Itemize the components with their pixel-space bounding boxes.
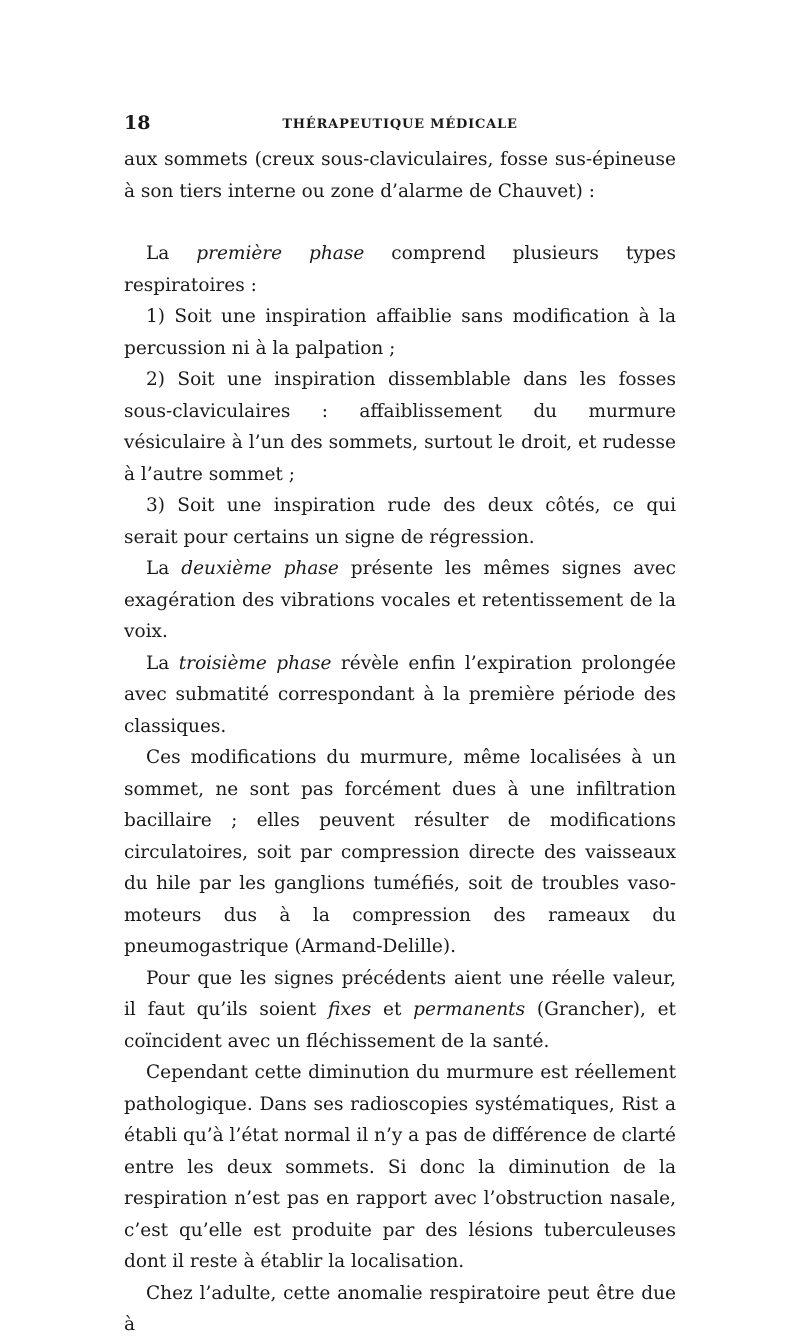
text-segment: La (146, 243, 197, 264)
paragraph-continuation: aux sommets (creux sous-claviculaires, fosse sus-épineuse à son tiers interne ou zone d’alarme de Chauvet) : (124, 149, 676, 202)
emphasis-second-phase: deuxième phase (181, 558, 339, 579)
page-number: 18 (124, 112, 151, 134)
text-segment: La (146, 558, 182, 579)
book-page (124, 108, 676, 1341)
emphasis-permanents: permanents (413, 999, 526, 1020)
text-segment: comprend plusieurs types respiratoires : (124, 243, 676, 296)
text-segment: révèle enfin l’expiration prolongée avec submatité correspondant à la première période des classiques. (124, 652, 676, 737)
paragraph-radioscopy: Cependant cette diminution du murmure est réellement pathologique. Dans ses radioscopies systématiques, Rist a établi qu’à l’état normal il n’y a pas de différence de clarté entre les deux sommets. Si donc la diminution de la respiration n’est pas en rapport avec l’obstruction nasale, c’est qu’elle est produite par des lésions tuberculeuses dont il reste à établir la localisation. (124, 1062, 676, 1272)
list-item-2: 2) Soit une inspiration dissemblable dans les fosses sous-claviculaires : affaiblissement du murmure vésiculaire à l’un des sommets, surtout le droit, et rudesse à l’autre sommet ; (124, 369, 676, 485)
paragraph-second-phase (124, 553, 676, 648)
paragraph-adult: Chez l’adulte, cette anomalie respiratoire peut être due à (124, 1282, 676, 1335)
text-segment: (Grancher), et coïncident avec un fléchissement de la santé. (124, 999, 676, 1052)
emphasis-fixes: fixes (328, 999, 372, 1020)
list-item-3: 3) Soit une inspiration rude des deux côtés, ce qui serait pour certains un signe de régression. (124, 495, 676, 548)
page-header (124, 108, 676, 144)
paragraph-third-phase (124, 648, 676, 743)
text-segment: présente les mêmes signes avec exagération des vibrations vocales et retentissement de la voix. (124, 558, 677, 642)
emphasis-first-phase: première phase (196, 243, 365, 264)
paragraph-signs-value (124, 963, 676, 1058)
paragraph-gap (124, 207, 676, 238)
body-text (124, 144, 676, 1341)
paragraph-modifications: Ces modifications du murmure, même localisées à un sommet, ne sont pas forcément dues à une infiltration bacillaire ; elles peuvent résulter de modifications circulatoires, soit par compression directe des vaisseaux du hile par les ganglions tuméfiés, soit de troubles vaso-moteurs dus à la compression des rameaux du pneumogastrique (Armand-Delille). (124, 747, 676, 957)
text-segment: La (146, 652, 179, 674)
text-segment: et (371, 999, 414, 1020)
emphasis-third-phase: troisième phase (178, 652, 332, 674)
text-segment: Pour que les signes précédents aient une réelle valeur, il faut qu’ils soient (124, 967, 676, 1020)
list-item-1: 1) Soit une inspiration affaiblie sans modification à la percussion ni à la palpation ; (124, 306, 676, 359)
running-head: THÉRAPEUTIQUE MÉDICALE (282, 117, 518, 132)
paragraph-first-phase (124, 238, 676, 301)
